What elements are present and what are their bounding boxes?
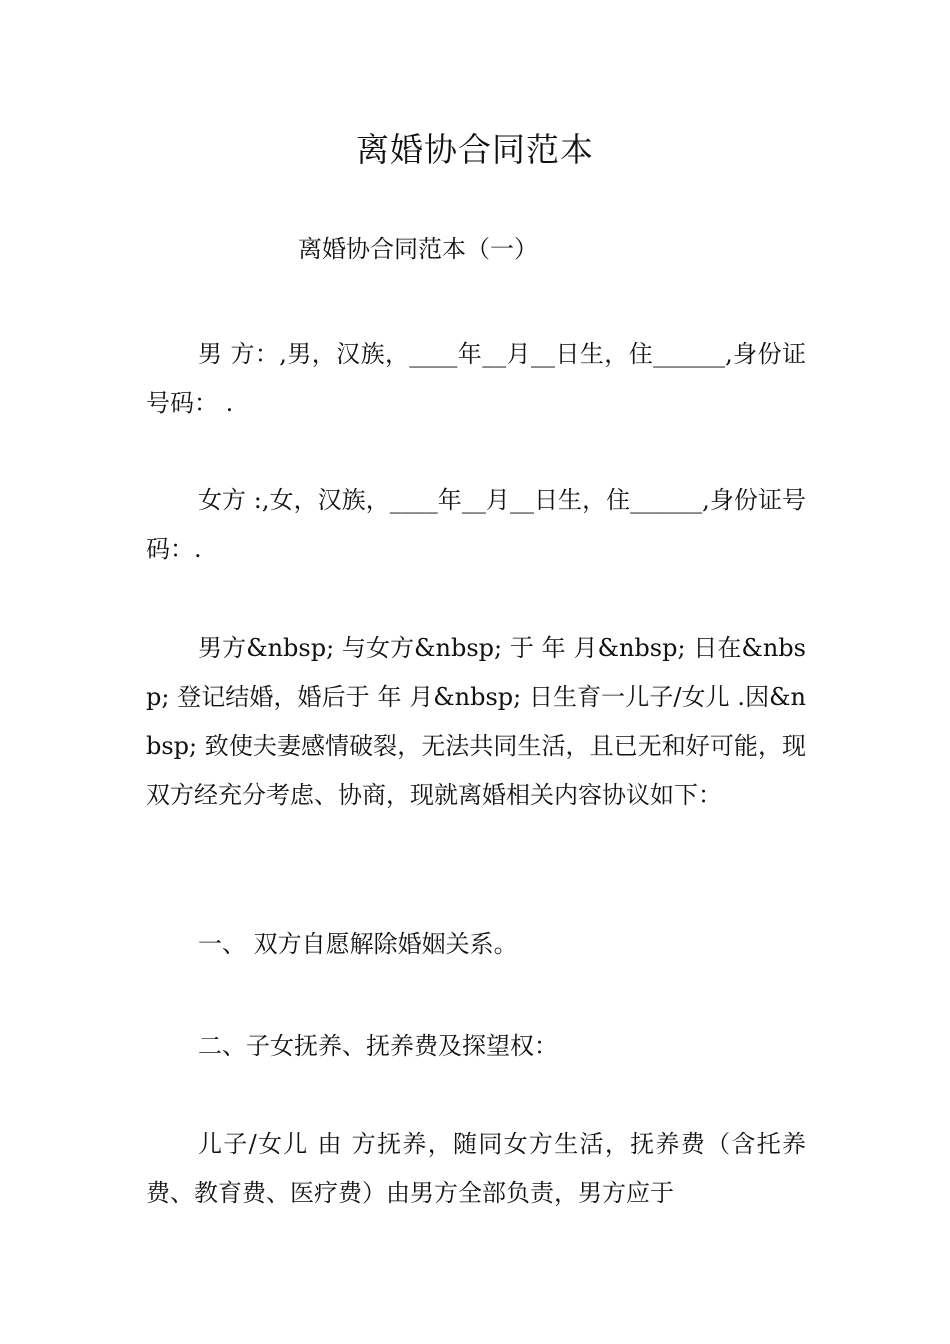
clause-one: 一、 双方自愿解除婚姻关系。 bbox=[198, 930, 518, 958]
paragraph-male-party: 男 方：,男，汉族，____年__月__日生，住______,身份证号码： . bbox=[146, 340, 806, 417]
document-subtitle: 离婚协合同范本（一） bbox=[298, 235, 538, 263]
clause-two-body: 儿子/女儿 由 方抚养，随同女方生活，抚养费（含托养费、教育费、医疗费）由男方全部负责，男方应于 bbox=[146, 1130, 806, 1207]
document-title: 离婚协合同范本 bbox=[356, 130, 594, 169]
clause-two-heading: 二、子女抚养、抚养费及探望权： bbox=[198, 1032, 558, 1060]
paragraph-marriage-background: 男方&nbsp; 与女方&nbsp; 于 年 月&nbsp; 日在&nbsp; 登记结婚，婚后于 年 月&nbsp; 日生育一儿子/女儿 .因&nbsp; 致使夫妻感情破裂，无法共同生活，且已无和好可能，现双方经充分考虑、协商，现就离婚相关内容协议如下： bbox=[146, 634, 806, 809]
paragraph-female-party: 女方 :,女，汉族，____年__月__日生，住______,身份证号码：. bbox=[146, 486, 806, 563]
